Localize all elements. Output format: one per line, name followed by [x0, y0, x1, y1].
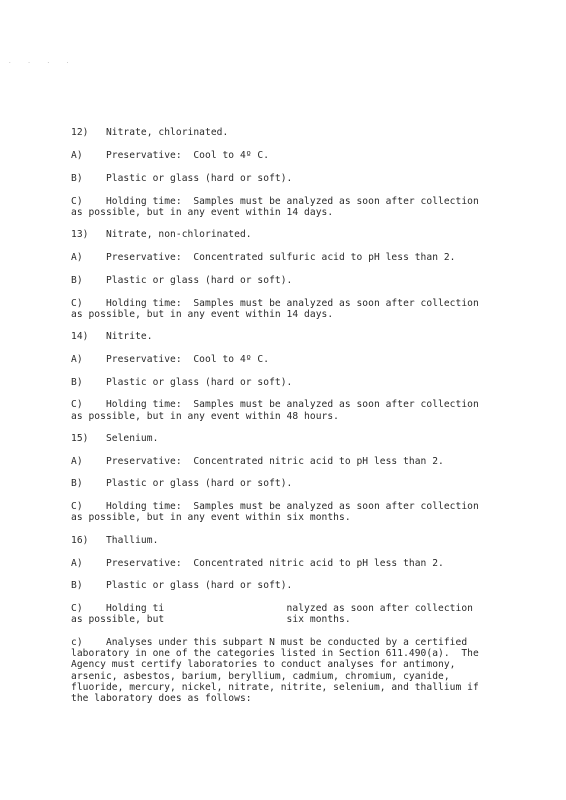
- item-14-b: B) Plastic or glass (hard or soft).: [71, 377, 293, 388]
- item-12-a: A) Preservative: Cool to 4º C.: [71, 150, 270, 161]
- item-16-heading: 16) Thallium.: [71, 535, 159, 546]
- item-15-a: A) Preservative: Concentrated nitric acid to pH less than 2.: [71, 456, 444, 467]
- item-16-c-line2: as possible, but six months.: [71, 614, 351, 625]
- item-15-heading: 15) Selenium.: [71, 433, 159, 444]
- scan-marks: . . . .: [8, 58, 76, 65]
- item-13-c-line1: C) Holding time: Samples must be analyzed as soon after collection: [71, 298, 479, 309]
- item-12-heading: 12) Nitrate, chlorinated.: [71, 127, 229, 138]
- section-c-line4: arsenic, asbestos, barium, beryllium, cadmium, chromium, cyanide,: [71, 671, 450, 682]
- section-c-line2: laboratory in one of the categories listed in Section 611.490(a). The: [71, 648, 479, 659]
- section-c-line1: c) Analyses under this subpart N must be conducted by a certified: [71, 637, 468, 648]
- item-13-a: A) Preservative: Concentrated sulfuric acid to pH less than 2.: [71, 252, 456, 263]
- item-15-c-line1: C) Holding time: Samples must be analyzed as soon after collection: [71, 501, 479, 512]
- section-c-line6: the laboratory does as follows:: [71, 693, 252, 704]
- item-16-b: B) Plastic or glass (hard or soft).: [71, 580, 293, 591]
- item-15-b: B) Plastic or glass (hard or soft).: [71, 478, 293, 489]
- item-14-heading: 14) Nitrite.: [71, 331, 153, 342]
- section-c-line5: fluoride, mercury, nickel, nitrate, nitrite, selenium, and thallium if: [71, 682, 479, 693]
- item-14-c-line1: C) Holding time: Samples must be analyzed as soon after collection: [71, 399, 479, 410]
- item-14-c-line2: as possible, but in any event within 48 hours.: [71, 411, 339, 422]
- item-14-a: A) Preservative: Cool to 4º C.: [71, 354, 270, 365]
- item-13-c-line2: as possible, but in any event within 14 days.: [71, 309, 334, 320]
- item-16-c-line1: C) Holding ti nalyzed as soon after collection: [71, 603, 473, 614]
- item-16-a: A) Preservative: Concentrated nitric acid to pH less than 2.: [71, 558, 444, 569]
- item-12-b: B) Plastic or glass (hard or soft).: [71, 173, 293, 184]
- item-13-b: B) Plastic or glass (hard or soft).: [71, 275, 293, 286]
- item-13-heading: 13) Nitrate, non-chlorinated.: [71, 229, 252, 240]
- item-12-c-line1: C) Holding time: Samples must be analyzed as soon after collection: [71, 196, 479, 207]
- item-15-c-line2: as possible, but in any event within six months.: [71, 512, 351, 523]
- section-c-line3: Agency must certify laboratories to conduct analyses for antimony,: [71, 659, 456, 670]
- item-12-c-line2: as possible, but in any event within 14 days.: [71, 207, 334, 218]
